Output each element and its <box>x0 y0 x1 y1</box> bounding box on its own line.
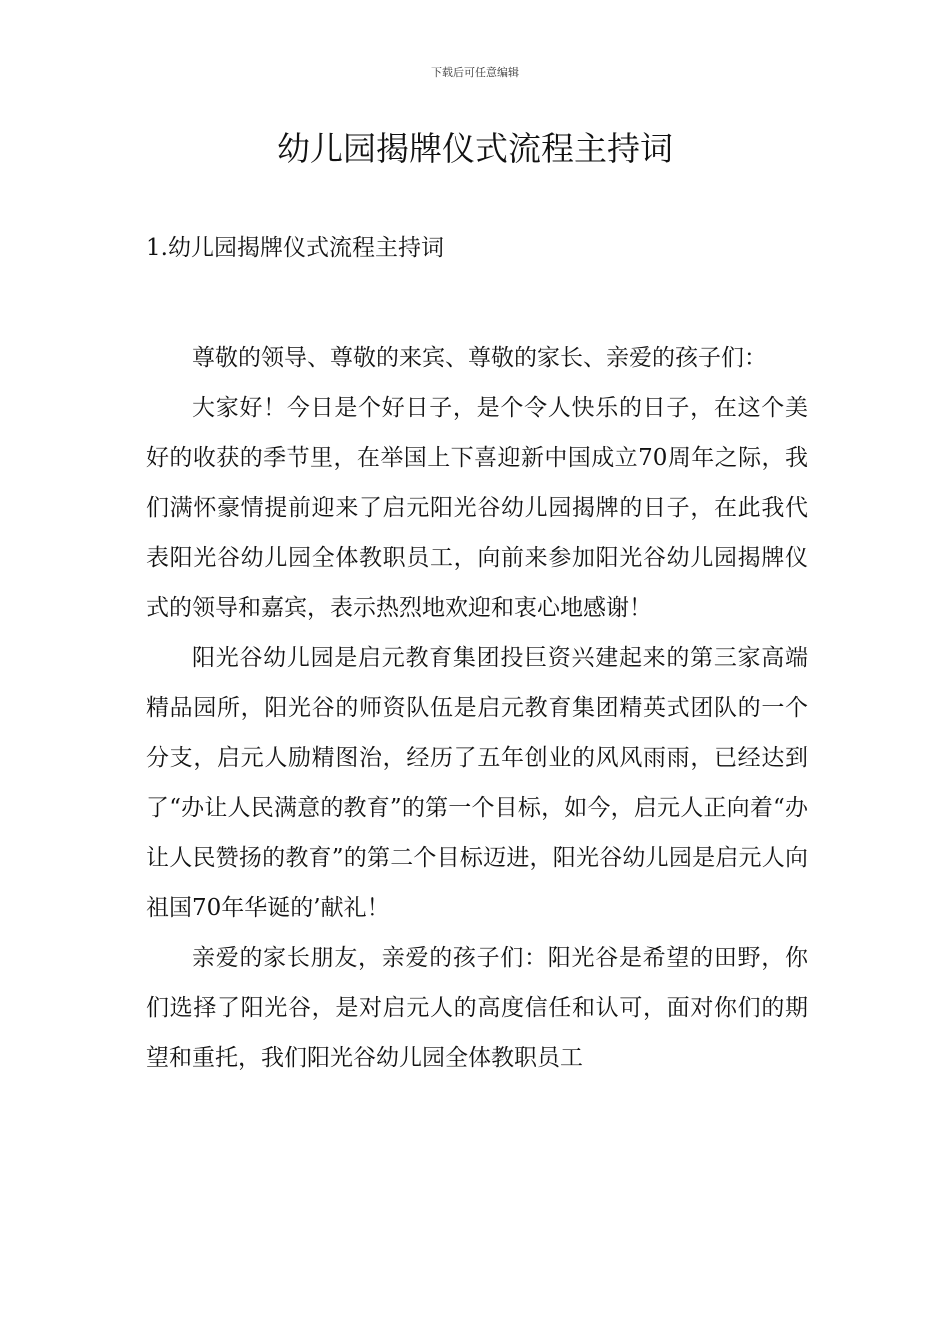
body-text <box>146 333 808 1083</box>
paragraph: 亲爱的家长朋友，亲爱的孩子们：阳光谷是希望的田野，你们选择了阳光谷，是对启元人的高度信任和认可，面对你们的期望和重托，我们阳光谷幼儿园全体教职员工 <box>146 945 808 1071</box>
paragraph: 尊敬的领导、尊敬的来宾、尊敬的家长、亲爱的孩子们： <box>192 345 767 371</box>
header-note: 下载后可任意编辑 <box>431 66 519 79</box>
section-heading: 1.幼儿园揭牌仪式流程主持词 <box>146 235 444 261</box>
paragraph: 阳光谷幼儿园是启元教育集团投巨资兴建起来的第三家高端精品园所，阳光谷的师资队伍是启元教育集团精英式团队的一个分支，启元人励精图治，经历了五年创业的风风雨雨，已经达到了“办让人民满意的教育”的第一个目标，如今，启元人正向着“办让人民赞扬的教育”的第二个目标迈进，阳光谷幼儿园是启元人向祖国70年华诞的’献礼！ <box>146 645 808 921</box>
paragraph: 大家好！今日是个好日子，是个令人快乐的日子，在这个美好的收获的季节里，在举国上下喜迎新中国成立70周年之际，我们满怀豪情提前迎来了启元阳光谷幼儿园揭牌的日子，在此我代表阳光谷幼儿园全体教职员工，向前来参加阳光谷幼儿园揭牌仪式的领导和嘉宾，表示热烈地欢迎和衷心地感谢！ <box>146 395 808 621</box>
document-title: 幼儿园揭牌仪式流程主持词 <box>277 129 673 168</box>
